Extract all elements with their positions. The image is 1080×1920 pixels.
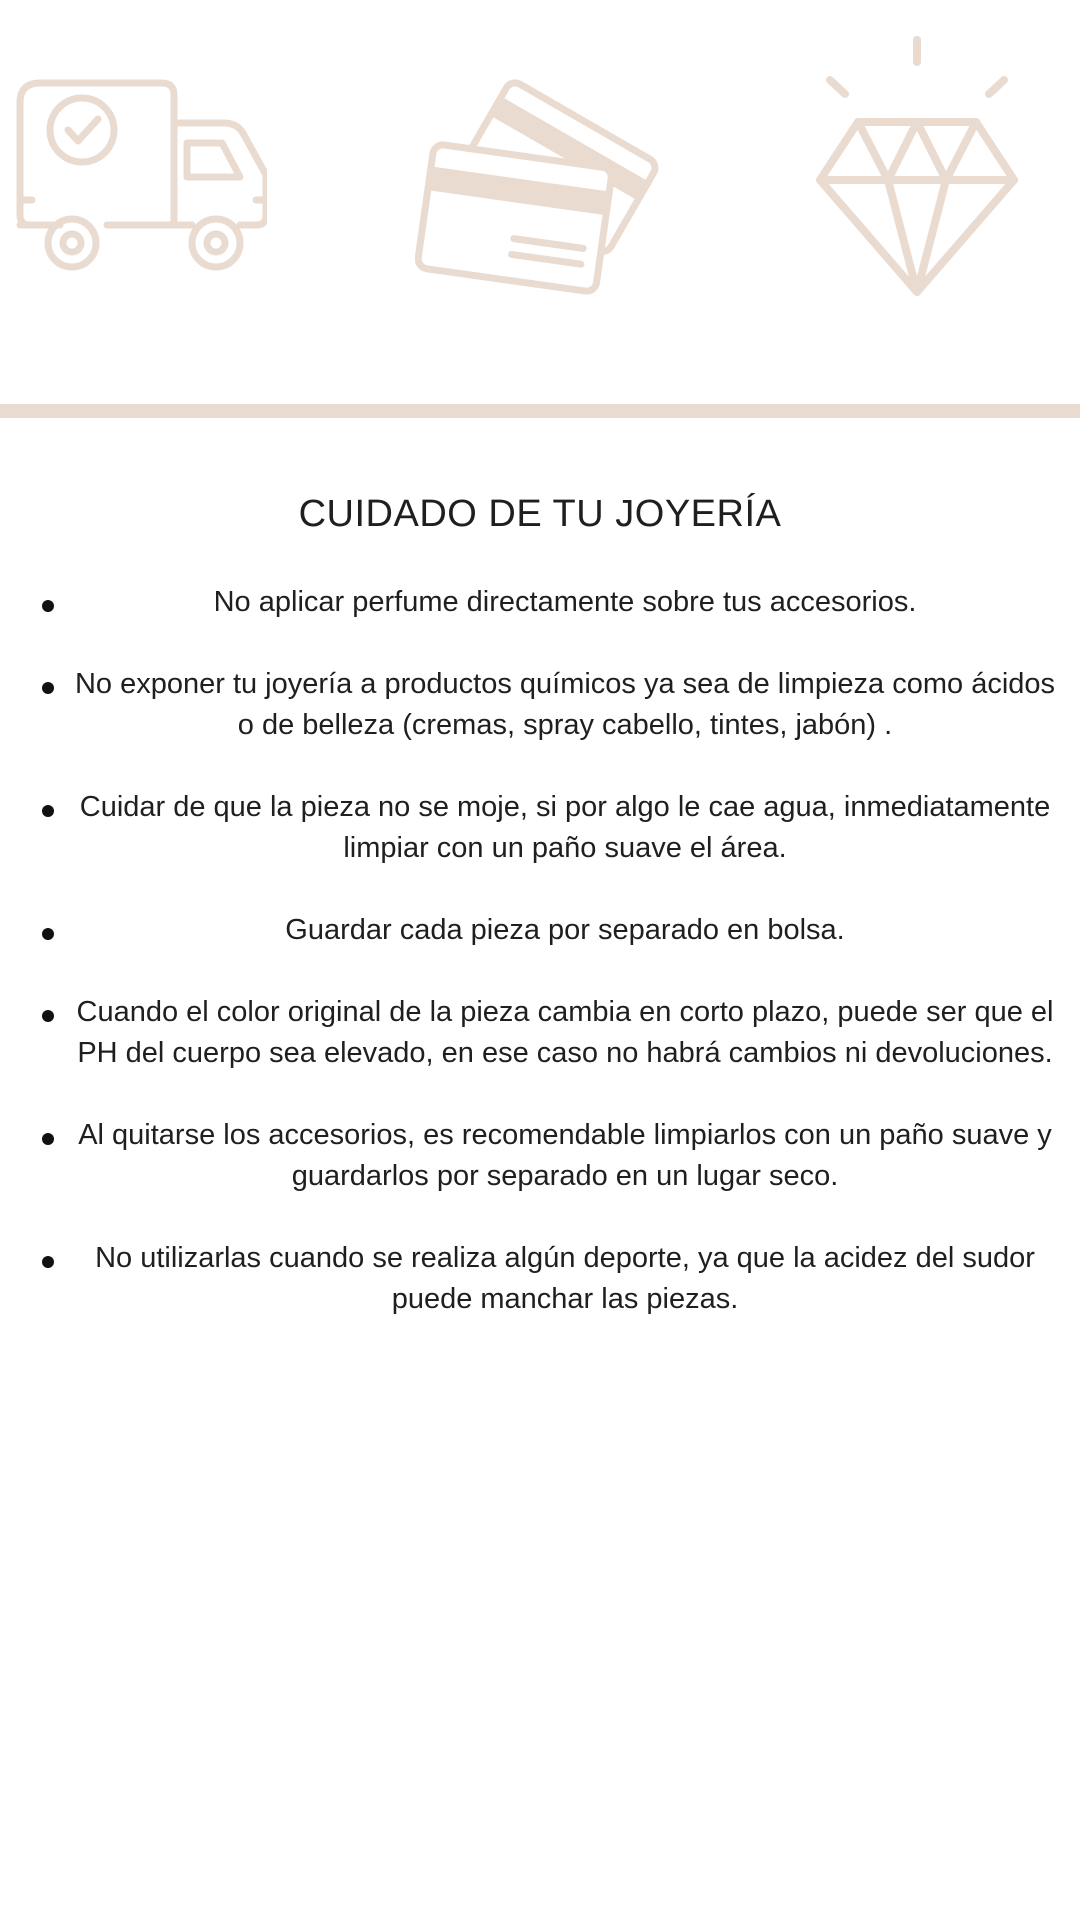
tip-text: Al quitarse los accesorios, es recomendable limpiarlos con un paño suave y guardarlos por separado en un lugar seco.: [78, 1119, 1052, 1192]
tip-text: No aplicar perfume directamente sobre tus accesorios.: [213, 586, 917, 618]
list-item: [0, 787, 1080, 869]
jewelry-care-section: [0, 478, 1080, 1361]
bullet-icon: [42, 1133, 54, 1145]
bullet-icon: [42, 682, 54, 694]
bullet-icon: [42, 1010, 54, 1022]
list-item: [0, 992, 1080, 1074]
list-item: [0, 1238, 1080, 1320]
delivery-truck-icon: [12, 75, 267, 275]
tip-text: No utilizarlas cuando se realiza algún deporte, ya que la acidez del sudor puede manchar las piezas.: [95, 1242, 1035, 1315]
diamond-icon: [810, 30, 1025, 300]
list-item: [0, 910, 1080, 951]
bullet-icon: [42, 600, 54, 612]
list-item: [0, 582, 1080, 623]
tip-text: No exponer tu joyería a productos químicos ya sea de limpieza como ácidos o de belleza (cremas, spray cabello, tintes, jabón) .: [74, 668, 1056, 741]
list-item: [0, 664, 1080, 746]
tip-text: Guardar cada pieza por separado en bolsa.: [285, 914, 845, 946]
care-tips-list: [0, 582, 1080, 1320]
page-title: CUIDADO DE TU JOYERÍA: [298, 493, 782, 535]
list-item: [0, 1115, 1080, 1197]
bullet-icon: [42, 1256, 54, 1268]
tip-text: Cuidar de que la pieza no se moje, si por algo le cae agua, inmediatamente limpiar con un paño suave el área.: [79, 791, 1051, 864]
section-divider: [0, 404, 1080, 418]
bullet-icon: [42, 928, 54, 940]
tip-text: Cuando el color original de la pieza cambia en corto plazo, puede ser que el PH del cuerpo sea elevado, en ese caso no habrá cambios ni devoluciones.: [76, 996, 1054, 1069]
credit-card-icon: [415, 60, 660, 300]
bullet-icon: [42, 805, 54, 817]
feature-icons-row: [0, 0, 1080, 300]
